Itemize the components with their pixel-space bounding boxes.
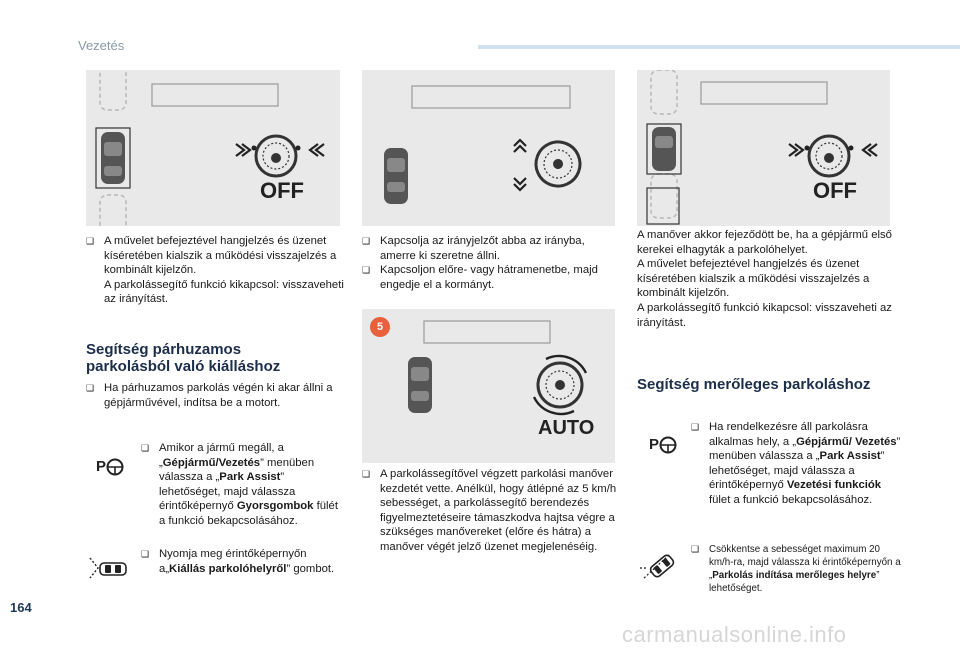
svg-text:P: P [96,458,107,475]
header-bar [478,45,960,49]
parking-exit-icon [88,556,130,580]
col2-bullet-3: ❑ A parkolássegítővel végzett parkolási manőver kezdetét vette. Anélkül, hogy átlépné az 5 km/h sebességet, a parkolássegítő berendezés figyelmeztetéseire támaszkodva hajtsa végre a szükséges manővereket (előre és hátra) a manőver végét jelző üzenet megjelenéséig. [362,468,617,553]
diagram-turn-signal-illustration [362,70,615,226]
col1-bullet-1: ❑ A művelet befejeztével hangjelzés és üzenet kíséretében kialszik a működési visszajelzés a kombinált kijelzőn. A parkolássegítő funkció kikapcsol: visszaveheti az irányítást. [86,235,344,306]
diagram-parallel-exit-off [86,70,340,226]
off-label: OFF [260,178,304,203]
park-assist-icon [649,433,679,455]
step-badge: 5 [370,317,390,337]
diagram-perpendicular-off [637,70,890,226]
park-assist-icon [96,455,126,477]
section-title: Vezetés [78,38,125,53]
svg-text:P: P [649,436,660,453]
heading-perpendicular: Segítség merőleges parkoláshoz [637,376,871,393]
off-label: OFF [813,178,857,203]
page-number: 164 [10,600,32,615]
diagram-auto [362,309,615,463]
watermark: carmanualsonline.info [622,622,847,647]
col1-bullet-4: ❑ Nyomja meg érintőképernyőn a„Kiállás parkolóhelyről” gombot. [141,548,335,575]
heading-parallel-exit: Segítség párhuzamos parkolásból való kiálláshoz [86,341,281,375]
auto-label: AUTO [538,417,595,439]
perpendicular-parking-icon [640,550,680,582]
col3-bullet-1: ❑ Ha rendelkezésre áll parkolásra alkalmas hely, a „Gépjármű/ Vezetés” menüben válassza a „Park Assist” lehetőséget, majd válassza a érintőképernyő Vezetési funkciók fület a funkció bekapcsolásához. [691,421,901,506]
col1-bullet-2: ❑ Ha párhuzamos parkolás végén ki akar állni a gépjárművével, indítsa be a motort. [86,382,333,409]
col3-paragraphs: A manőver akkor fejeződött be, ha a gépjármű első kerekei elhagyták a parkolóhelyet. A művelet befejeztével hangjelzés és üzenet kíséretében kialszik a működési visszajelzés a kombinált kijelzőn. A parkolássegítő funkció kikapcsol: visszaveheti az irányítást. [637,229,892,329]
col2-bullets: ❑ Kapcsolja az irányjelzőt abba az irányba, amerre ki szeretne állni. ❑ Kapcsoljon előre- vagy hátramenetbe, majd engedje el a kormányt. [362,235,598,291]
col1-bullet-3: ❑ Amikor a jármű megáll, a „Gépjármű/Vezetés” menüben válassza a „Park Assist” lehetőséget, majd válassza érintőképernyő Gyorsgombok fülét a funkció bekapcsolásához. [141,442,338,527]
col3-bullet-2: ❑ Csökkentse a sebességet maximum 20 km/h-ra, majd válassza ki érintőképernyőn a „Parkolás indítása merőleges helyre” lehetőséget. [691,544,901,594]
diagram-turn-signal [362,70,615,226]
